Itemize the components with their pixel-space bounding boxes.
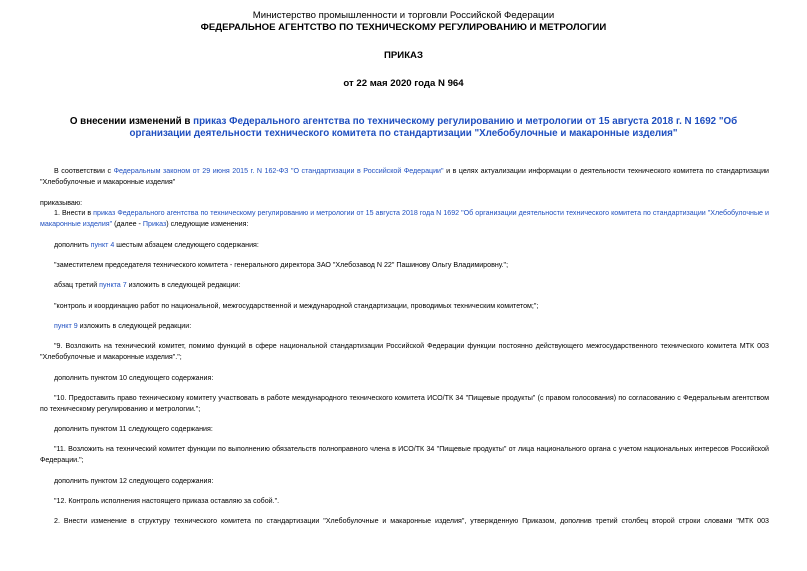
agency-name: ФЕДЕРАЛЬНОЕ АГЕНТСТВО ПО ТЕХНИЧЕСКОМУ РЕГУЛИРОВАНИЮ И МЕТРОЛОГИИ [200, 22, 607, 33]
point-7-link[interactable]: пункта 7 [99, 281, 127, 289]
item-1-text-2: (далее - [112, 219, 143, 228]
point-4-link[interactable]: пункт 4 [90, 241, 115, 249]
supplement-point-4 [40, 240, 769, 251]
supplement-point-11: дополнить пунктом 11 следующего содержания: [54, 425, 213, 433]
federal-law-link[interactable]: Федеральным законом от 29 июня 2015 г. N 162-ФЗ "О стандартизации в Российской Федерации" [113, 167, 444, 175]
supp4-text-2: шестым абзацем следующего содержания: [114, 241, 259, 249]
item-1-text-3: ) следующие изменения: [166, 219, 249, 228]
document-type: ПРИКАЗ [384, 50, 423, 61]
point-9-link[interactable]: пункт 9 [54, 322, 78, 330]
quote-deputy-chair: "заместителем председателя технического комитета - генерального директора ЗАО "Хлебозавод N 22" Пашинову Ольгу Владимировну."; [54, 261, 509, 269]
quote-point-12: "12. Контроль исполнения настоящего приказа оставляю за собой.". [54, 497, 280, 505]
para7-text-1: абзац третий [54, 281, 100, 289]
ministry-name: Министерство промышленности и торговли Российской Федерации [252, 10, 555, 21]
item-1-prikaz-link[interactable]: Приказ [142, 219, 167, 228]
preamble-text-1: В соответствии с [54, 167, 114, 175]
orders-label: приказываю: [40, 199, 83, 207]
para9-text-2: изложить в следующей редакции: [77, 322, 192, 330]
paragraph-point-9 [40, 321, 769, 332]
title-link[interactable]: приказ Федерального агентства по техническому регулированию и метрологии от 15 августа 2018 г. N 1692 "Об организации деятельности технического комитета по стандартизации "Хлебобулочные и макаронные изделия" [129, 116, 738, 139]
document-date-number: от 22 мая 2020 года N 964 [343, 78, 464, 89]
quote-point-11: "11. Возложить на технический комитет функции по выполнению обязательств полноправного члена в ИСО/ТК 34 "Пищевые продукты" от лица национального органа с учетом национальных интересов Российской Федерации."; [40, 445, 769, 464]
preamble-text-2: и в целях актуализации информации о деятельности технического комитета по стандартизации "Хлебобулочные и макаронные изделия" [40, 167, 769, 186]
item-1-text-1: 1. Внести в [54, 209, 94, 217]
paragraph-point-7 [40, 280, 769, 291]
preamble-paragraph [40, 166, 769, 187]
document-title [40, 116, 767, 140]
supplement-point-12: дополнить пунктом 12 следующего содержания: [54, 477, 214, 485]
quote-coordination: "контроль и координацию работ по национальной, межгосударственной и международной стандартизации, проводимых техническим комитетом;"; [54, 302, 539, 310]
item-1-order-link[interactable]: приказ Федерального агентства по техническому регулированию и метрологии от 15 августа 2018 года N 1692 "Об организации деятельности технического комитета по стандартизации "Хлебобулочные и макаронные изделия" [40, 209, 770, 228]
para7-text-2: изложить в следующей редакции: [126, 281, 241, 289]
title-prefix: О внесении изменений в [69, 116, 194, 127]
quote-point-10: "10. Предоставить право техническому комитету участвовать в работе международного технического комитета ИСО/ТК 34 "Пищевые продукты" (с правом голосования) по согласованию с Федеральным агентством по техническому регулированию и метрологии."; [40, 394, 769, 413]
quote-point-9: "9. Возложить на технический комитет, помимо функций в сфере национальной стандартизации Российской Федерации функции постоянно действующего межгосударственного технического комитета МТК 003 "Хлебобулочные и макаронные изделия"."; [40, 342, 769, 361]
item-2: 2. Внести изменение в структуру технического комитета по стандартизации "Хлебобулочные и макаронные изделия", утвержденную Приказом, дополнив третий столбец второй строки словами "МТК 003 [54, 517, 769, 525]
supp4-text-1: дополнить [54, 241, 91, 249]
supplement-point-10: дополнить пунктом 10 следующего содержания: [54, 374, 214, 382]
item-1 [40, 208, 769, 229]
